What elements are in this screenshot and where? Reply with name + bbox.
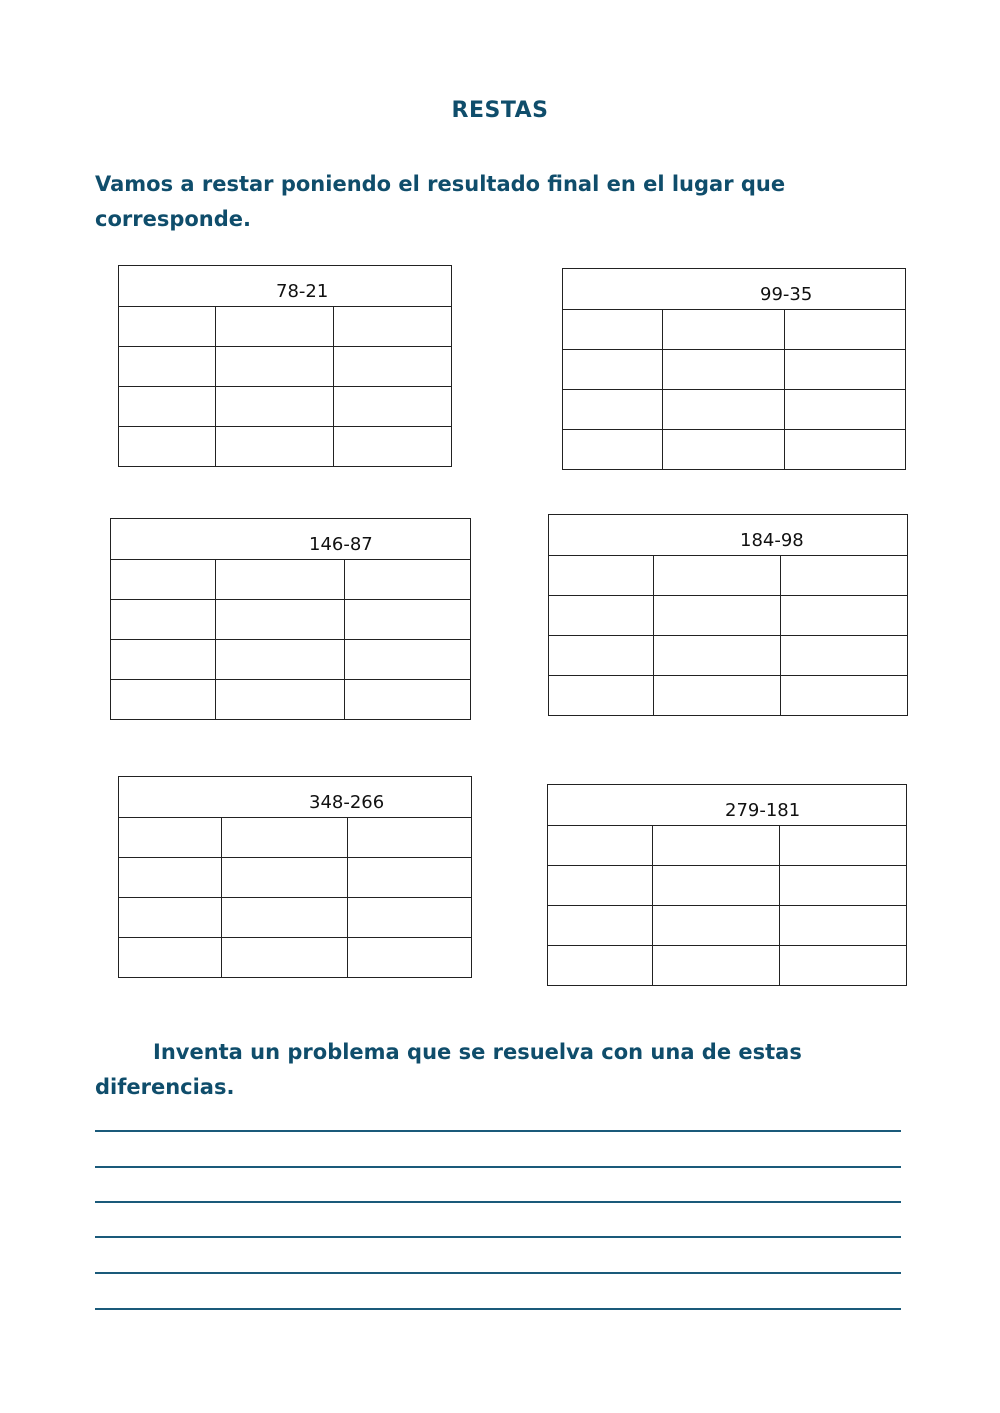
answer-cell[interactable]	[780, 866, 907, 906]
answer-cell[interactable]	[781, 596, 908, 636]
answer-line[interactable]	[95, 1236, 901, 1238]
answer-cell[interactable]	[653, 826, 780, 866]
subtraction-grid-5	[118, 776, 472, 978]
answer-line[interactable]	[95, 1130, 901, 1132]
answer-cell[interactable]	[563, 390, 663, 430]
subtraction-label: 78-21	[276, 281, 329, 302]
answer-cell[interactable]	[334, 387, 452, 427]
answer-cell[interactable]	[345, 640, 471, 680]
page-title: RESTAS	[451, 98, 549, 123]
answer-cell[interactable]	[563, 310, 663, 350]
answer-cell[interactable]	[663, 350, 785, 390]
answer-cell[interactable]	[111, 560, 216, 600]
problem-prompt: Inventa un problema que se resuelva con una de estas diferencias.	[95, 1040, 802, 1099]
subtraction-label: 184-98	[740, 530, 804, 551]
answer-cell[interactable]	[216, 427, 334, 467]
answer-cell[interactable]	[654, 676, 781, 716]
answer-cell[interactable]	[216, 387, 334, 427]
answer-cell[interactable]	[785, 310, 906, 350]
answer-cell[interactable]	[780, 906, 907, 946]
subtraction-grid-4	[548, 514, 908, 716]
answer-cell[interactable]	[345, 600, 471, 640]
answer-cell[interactable]	[548, 866, 653, 906]
answer-cell[interactable]	[348, 858, 472, 898]
answer-line[interactable]	[95, 1272, 901, 1274]
answer-cell[interactable]	[222, 818, 348, 858]
answer-cell[interactable]	[563, 430, 663, 470]
answer-cell[interactable]	[334, 347, 452, 387]
answer-cell[interactable]	[549, 596, 654, 636]
answer-cell[interactable]	[781, 676, 908, 716]
answer-cell[interactable]	[549, 676, 654, 716]
answer-cell[interactable]	[216, 560, 345, 600]
answer-cell[interactable]	[785, 390, 906, 430]
answer-cell[interactable]	[345, 680, 471, 720]
answer-cell[interactable]	[549, 636, 654, 676]
subtraction-label: 99-35	[760, 284, 813, 305]
answer-cell[interactable]	[785, 430, 906, 470]
instruction-text: Vamos a restar poniendo el resultado final en el lugar que corresponde.	[95, 172, 786, 231]
answer-cell[interactable]	[663, 390, 785, 430]
answer-cell[interactable]	[663, 310, 785, 350]
answer-cell[interactable]	[781, 636, 908, 676]
subtraction-grid-6	[547, 784, 907, 986]
answer-cell[interactable]	[216, 640, 345, 680]
answer-cell[interactable]	[549, 556, 654, 596]
answer-cell[interactable]	[216, 680, 345, 720]
answer-cell[interactable]	[548, 946, 653, 986]
subtraction-label: 146-87	[309, 534, 373, 555]
answer-cell[interactable]	[780, 946, 907, 986]
answer-cell[interactable]	[119, 818, 222, 858]
answer-cell[interactable]	[348, 938, 472, 978]
subtraction-grid-3	[110, 518, 471, 720]
answer-cell[interactable]	[548, 826, 653, 866]
answer-cell[interactable]	[654, 596, 781, 636]
answer-cell[interactable]	[654, 556, 781, 596]
answer-line[interactable]	[95, 1308, 901, 1310]
answer-cell[interactable]	[111, 680, 216, 720]
answer-cell[interactable]	[780, 826, 907, 866]
answer-cell[interactable]	[222, 898, 348, 938]
answer-cell[interactable]	[216, 307, 334, 347]
answer-cell[interactable]	[548, 906, 653, 946]
answer-cell[interactable]	[663, 430, 785, 470]
answer-cell[interactable]	[119, 307, 216, 347]
answer-cell[interactable]	[119, 427, 216, 467]
answer-cell[interactable]	[119, 387, 216, 427]
answer-cell[interactable]	[119, 858, 222, 898]
answer-cell[interactable]	[785, 350, 906, 390]
answer-cell[interactable]	[111, 640, 216, 680]
answer-cell[interactable]	[216, 347, 334, 387]
answer-cell[interactable]	[563, 350, 663, 390]
answer-cell[interactable]	[222, 938, 348, 978]
answer-cell[interactable]	[119, 347, 216, 387]
answer-cell[interactable]	[781, 556, 908, 596]
answer-cell[interactable]	[654, 636, 781, 676]
answer-cell[interactable]	[653, 866, 780, 906]
subtraction-grid-1	[118, 265, 452, 467]
answer-cell[interactable]	[348, 898, 472, 938]
subtraction-grid-2	[562, 268, 906, 470]
answer-cell[interactable]	[222, 858, 348, 898]
answer-cell[interactable]	[348, 818, 472, 858]
answer-cell[interactable]	[119, 938, 222, 978]
answer-line[interactable]	[95, 1166, 901, 1168]
answer-cell[interactable]	[653, 946, 780, 986]
answer-cell[interactable]	[653, 906, 780, 946]
answer-cell[interactable]	[216, 600, 345, 640]
subtraction-label: 348-266	[309, 792, 385, 813]
answer-cell[interactable]	[334, 307, 452, 347]
answer-cell[interactable]	[334, 427, 452, 467]
answer-cell[interactable]	[119, 898, 222, 938]
answer-cell[interactable]	[111, 600, 216, 640]
subtraction-label: 279-181	[725, 800, 801, 821]
answer-line[interactable]	[95, 1201, 901, 1203]
answer-cell[interactable]	[345, 560, 471, 600]
